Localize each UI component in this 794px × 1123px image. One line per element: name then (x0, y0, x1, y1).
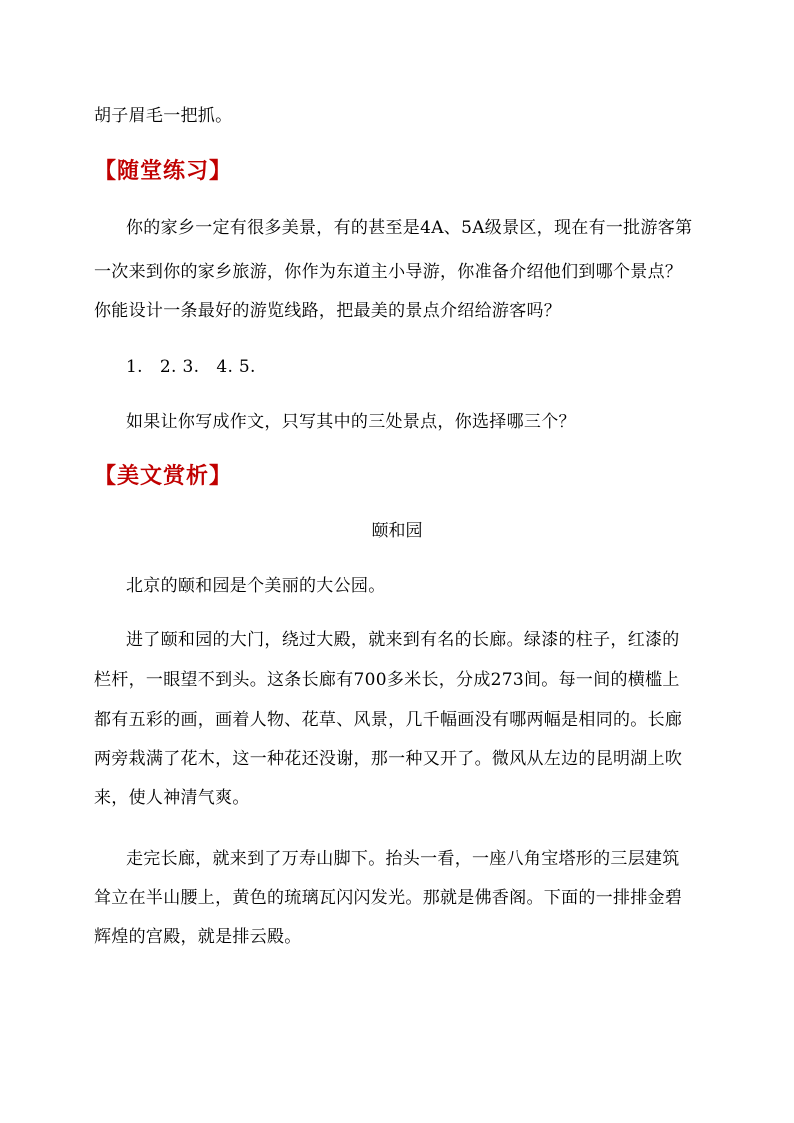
essay-title: 颐和园 (371, 521, 423, 541)
section-heading-practice: 【随堂练习】 (94, 159, 233, 184)
practice-text-line: 你能设计一条最好的游览线路，把最美的景点介绍给游客吗？ (94, 301, 562, 321)
essay-paragraph-2-line: 进了颐和园的大门，绕过大殿，就来到有名的长廊。绿漆的柱子，红漆的 (126, 630, 680, 650)
essay-paragraph-2-line: 来，使人神清气爽。 (94, 788, 250, 808)
numbered-blanks: 1. 2. 3. 4. 5. (126, 357, 256, 377)
practice-question: 如果让你写成作文，只写其中的三处景点，你选择哪三个？ (126, 412, 576, 432)
essay-paragraph-1: 北京的颐和园是个美丽的大公园。 (126, 576, 386, 596)
continuation-line: 胡子眉毛一把抓。 (94, 106, 233, 126)
essay-paragraph-2-line: 栏杆，一眼望不到头。这条长廊有700多米长，分成273间。每一间的横槛上 (94, 670, 680, 690)
essay-paragraph-3-line: 耸立在半山腰上，黄色的琉璃瓦闪闪发光。那就是佛香阁。下面的一排排金碧 (94, 888, 683, 908)
essay-paragraph-2-line: 都有五彩的画，画着人物、花草、风景，几千幅画没有哪两幅是相同的。长廊 (94, 710, 683, 730)
essay-paragraph-3-line: 走完长廊，就来到了万寿山脚下。抬头一看，一座八角宝塔形的三层建筑 (126, 849, 680, 869)
essay-paragraph-2-line: 两旁栽满了花木，这一种花还没谢，那一种又开了。微风从左边的昆明湖上吹 (94, 749, 683, 769)
section-heading-appreciation: 【美文赏析】 (94, 464, 233, 489)
practice-text-line: 你的家乡一定有很多美景，有的甚至是4A、5A级景区，现在有一批游客第 (126, 218, 693, 238)
essay-paragraph-3-line: 辉煌的宫殿，就是排云殿。 (94, 927, 302, 947)
practice-text-line: 一次来到你的家乡旅游，你作为东道主小导游，你准备介绍他们到哪个景点？ (94, 262, 683, 282)
